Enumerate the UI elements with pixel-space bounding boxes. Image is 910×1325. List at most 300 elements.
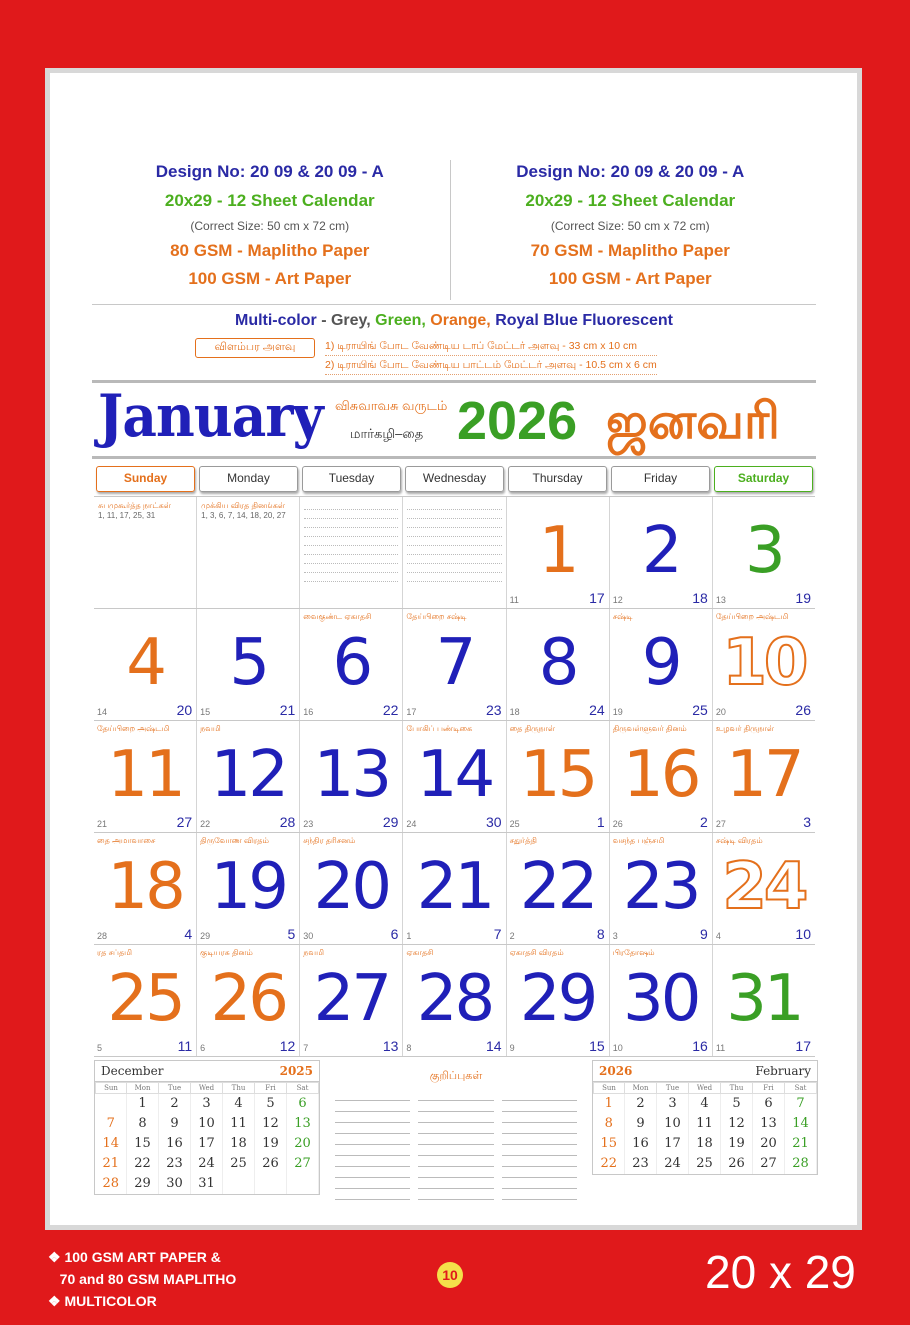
day-cell[interactable]: [403, 497, 506, 608]
info-panel: [197, 497, 299, 525]
info-panel: [94, 497, 196, 525]
secondary-date: 16: [692, 1038, 708, 1054]
tamil-date: 8: [406, 1043, 412, 1053]
day-number: 19: [210, 850, 286, 924]
day-number: 21: [416, 850, 493, 924]
mini-weekday-row: [96, 1083, 319, 1094]
mini-weekday: Wed: [689, 1083, 721, 1094]
mini-day: 11: [223, 1114, 255, 1134]
day-number: 13: [313, 738, 390, 812]
correct-size: (Correct Size: 50 cm x 72 cm): [550, 219, 710, 233]
notes-line: [502, 1156, 577, 1167]
paper-spec-2: 100 GSM - Art Paper: [548, 269, 712, 288]
day-cell[interactable]: [403, 833, 506, 944]
day-number: 24: [722, 850, 806, 924]
mini-day: 18: [689, 1134, 721, 1154]
day-note: உழவர் திருநாள்: [715, 724, 775, 733]
mini-day: 26: [255, 1154, 287, 1174]
year-title: 2026: [457, 391, 578, 451]
mini-week-row: [96, 1134, 319, 1154]
day-note: திருவள்ளுவர் தினம்: [612, 724, 687, 733]
tamil-date: 11: [509, 595, 519, 605]
tamil-date: 27: [715, 819, 726, 829]
day-cell[interactable]: [610, 833, 713, 944]
week-row: [94, 833, 815, 945]
notes-line: [335, 1134, 410, 1145]
mini-weekday: Wed: [191, 1083, 223, 1094]
multicolor-blue: Royal Blue Fluorescent: [495, 312, 674, 329]
secondary-date: 27: [176, 814, 193, 830]
mini-year: 2025: [279, 1064, 313, 1078]
secondary-date: 8: [596, 926, 605, 942]
day-cell[interactable]: [610, 497, 713, 608]
design-number: Design No: 20 09 & 20 09 - A: [516, 162, 745, 181]
day-number: 28: [416, 962, 493, 1036]
secondary-date: 28: [279, 814, 296, 830]
mini-weekday: Tue: [159, 1083, 191, 1094]
day-note: தேய்பிறை அஷ்டமி: [715, 612, 789, 621]
day-number: 11: [107, 738, 183, 812]
day-number: 12: [210, 738, 286, 812]
mini-weekday: Mon: [625, 1083, 657, 1094]
secondary-date: 23: [485, 702, 502, 718]
mini-day: 4: [689, 1094, 721, 1114]
mini-day: 22: [127, 1154, 159, 1174]
secondary-date: 20: [176, 702, 193, 718]
info-line: [304, 528, 398, 537]
mini-week-row: [594, 1094, 817, 1114]
tamil-date: 13: [715, 595, 726, 605]
mini-day: 30: [159, 1174, 191, 1194]
day-cell[interactable]: [713, 721, 815, 832]
day-cell[interactable]: [300, 721, 403, 832]
secondary-date: 24: [589, 702, 605, 718]
notes-line: [418, 1189, 493, 1200]
mini-day: 25: [223, 1154, 255, 1174]
mini-day: 23: [625, 1154, 657, 1174]
mini-month: February: [755, 1064, 811, 1078]
day-number: 22: [519, 850, 596, 924]
mini-day: 6: [286, 1094, 318, 1114]
mini-weekday: Sun: [594, 1083, 625, 1094]
day-number: 1: [538, 514, 577, 588]
day-note: பிரதோஷம்: [612, 948, 655, 957]
day-cell[interactable]: [94, 609, 197, 720]
mini-day: 17: [191, 1134, 223, 1154]
notes-line: [418, 1134, 493, 1145]
footer-features: [48, 1246, 236, 1312]
multicolor-orange: Orange,: [430, 312, 496, 329]
day-number: 9: [641, 626, 680, 700]
day-cell[interactable]: [713, 497, 815, 608]
secondary-date: 21: [279, 702, 296, 718]
day-cell[interactable]: [197, 609, 300, 720]
day-cell[interactable]: [94, 833, 197, 944]
mini-day: 20: [286, 1134, 318, 1154]
mini-day: 13: [286, 1114, 318, 1134]
info-line: [407, 528, 501, 537]
mini-day: 2: [625, 1094, 657, 1114]
weeks: [94, 496, 815, 1057]
info-line: [304, 510, 398, 519]
week-row: [94, 497, 815, 609]
month-title-tamil: ஜனவரி: [606, 393, 781, 449]
multicolor-line: [92, 312, 816, 330]
day-note: போகிப் பண்டிகை: [406, 724, 473, 733]
mini-day: 11: [689, 1114, 721, 1134]
notes-line: [502, 1123, 577, 1134]
tamil-date: 14: [97, 707, 108, 717]
mini-calendar-table: [95, 1082, 319, 1194]
mini-day: [223, 1174, 255, 1194]
notes-line: [502, 1189, 577, 1200]
mini-day: 24: [657, 1154, 689, 1174]
tamil-year: விசுவாவசு வருடம்: [335, 398, 448, 413]
mini-day: [96, 1094, 127, 1114]
day-cell[interactable]: [300, 497, 403, 608]
mini-day: 20: [753, 1134, 785, 1154]
day-cell[interactable]: [507, 497, 610, 608]
day-number: 8: [538, 626, 577, 700]
day-number: 25: [107, 962, 183, 1036]
info-line: [407, 501, 501, 510]
day-cell[interactable]: [610, 721, 713, 832]
mini-day: 1: [127, 1094, 159, 1114]
secondary-date: 26: [795, 702, 811, 718]
weekday-monday: Monday: [199, 466, 298, 492]
mini-calendar-header: [95, 1061, 319, 1082]
day-number: 20: [313, 850, 390, 924]
day-note: நவமி: [200, 724, 221, 733]
tamil-date: 12: [612, 595, 623, 605]
day-note: ஏகாதசி: [406, 948, 434, 957]
notes-area: [335, 1070, 577, 1200]
notes-line: [335, 1112, 410, 1123]
weekday-thursday: Thursday: [508, 466, 607, 492]
mini-day: 28: [784, 1154, 816, 1174]
notes-line: [418, 1156, 493, 1167]
footer-line-2: 70 and 80 GSM MAPLITHO: [48, 1271, 237, 1287]
notes-line: [335, 1145, 410, 1156]
info-line: [407, 573, 501, 582]
mini-day: 9: [159, 1114, 191, 1134]
weekday-saturday: Saturday: [714, 466, 813, 492]
tamil-date: 10: [612, 1043, 623, 1053]
secondary-date: 19: [795, 590, 811, 606]
week-row: [94, 609, 815, 721]
notes-line: [418, 1090, 493, 1101]
mini-day: 25: [689, 1154, 721, 1174]
calendar-grid: [94, 466, 815, 1057]
tamil-date: 20: [715, 707, 726, 717]
ad-size-label: விளம்பர அளவு: [195, 338, 315, 358]
tamil-date: 2: [509, 931, 515, 941]
day-cell[interactable]: [507, 609, 610, 720]
paper-spec-1: 70 GSM - Maplitho Paper: [530, 241, 730, 260]
mini-day: 5: [255, 1094, 287, 1114]
mini-day: 8: [127, 1114, 159, 1134]
mini-day: 24: [191, 1154, 223, 1174]
tamil-date: 11: [715, 1043, 726, 1053]
day-number: 15: [519, 738, 596, 812]
ad-size-line-2: 2) டிராயிங் போட வேண்டிய பாட்டம் மேட்டர் அளவு - 10.5 cm x 6 cm: [325, 356, 657, 375]
weekday-wednesday: Wednesday: [405, 466, 504, 492]
day-note: சதுர்த்தி: [509, 836, 537, 845]
day-number: 26: [210, 962, 286, 1036]
day-cell[interactable]: [403, 945, 506, 1056]
secondary-date: 9: [700, 926, 708, 942]
mini-week-row: [96, 1174, 319, 1194]
day-cell[interactable]: [713, 945, 815, 1056]
day-number: 29: [519, 962, 596, 1036]
weekday-tuesday: Tuesday: [302, 466, 401, 492]
mini-week-row: [594, 1154, 817, 1174]
mini-day: 16: [159, 1134, 191, 1154]
mini-day: 13: [753, 1114, 785, 1134]
info-line: [407, 510, 501, 519]
mini-week-row: [594, 1134, 817, 1154]
info-line: [407, 537, 501, 546]
spec-column-right: [450, 160, 811, 300]
month-title-english: January: [98, 382, 323, 450]
notes-line: [418, 1145, 493, 1156]
footer-size: 20 x 29: [705, 1246, 856, 1298]
tamil-months: மார்கழி–தை: [350, 426, 424, 441]
notes-column: [418, 1090, 493, 1200]
day-cell[interactable]: [610, 609, 713, 720]
info-line: [304, 555, 398, 564]
secondary-date: 18: [692, 590, 708, 606]
mini-weekday: Thu: [721, 1083, 753, 1094]
notes-line: [502, 1145, 577, 1156]
notes-title: குறிப்புகள்: [429, 1070, 483, 1082]
day-note: வசந்த பஞ்சமி: [612, 836, 665, 845]
info-dates: 1, 3, 6, 7, 14, 18, 20, 27: [201, 511, 286, 520]
day-number: 18: [107, 850, 183, 924]
notes-line: [335, 1090, 410, 1101]
correct-size: (Correct Size: 50 cm x 72 cm): [190, 219, 350, 233]
weekday-friday: Friday: [611, 466, 710, 492]
day-cell[interactable]: [197, 721, 300, 832]
mini-day: 23: [159, 1154, 191, 1174]
weekday-header: [94, 466, 815, 492]
secondary-date: 29: [382, 814, 399, 830]
mini-month: December: [101, 1064, 164, 1078]
info-line: [304, 537, 398, 546]
multicolor-prefix: Multi-color: [234, 312, 317, 329]
design-number: Design No: 20 09 & 20 09 - A: [155, 162, 384, 181]
day-cell[interactable]: [94, 497, 197, 608]
info-line: [407, 519, 501, 528]
tamil-date: 25: [509, 819, 520, 829]
spec-column-left: [90, 160, 450, 300]
mini-day: 7: [784, 1094, 816, 1114]
tamil-date: 19: [612, 707, 623, 717]
secondary-date: 13: [382, 1038, 399, 1054]
mini-day: 19: [255, 1134, 287, 1154]
day-number: 23: [623, 850, 699, 924]
mini-weekday: Fri: [753, 1083, 785, 1094]
secondary-date: 3: [803, 814, 811, 830]
info-line: [304, 564, 398, 573]
tamil-date: 17: [406, 707, 417, 717]
day-note: குடியரசு தினம்: [200, 948, 253, 957]
mini-day: [286, 1174, 318, 1194]
day-cell[interactable]: [197, 833, 300, 944]
mini-week-row: [96, 1094, 319, 1114]
mini-weekday: Sat: [784, 1083, 816, 1094]
day-number: 4: [126, 626, 164, 700]
day-cell[interactable]: [197, 497, 300, 608]
mini-day: 10: [657, 1114, 689, 1134]
mini-week-row: [594, 1114, 817, 1134]
secondary-date: 10: [795, 926, 811, 942]
day-cell[interactable]: [300, 833, 403, 944]
mini-day: 10: [191, 1114, 223, 1134]
mini-day: 29: [127, 1174, 159, 1194]
mini-day: 12: [721, 1114, 753, 1134]
day-cell[interactable]: [300, 609, 403, 720]
secondary-date: 7: [493, 926, 502, 942]
day-cell[interactable]: [610, 945, 713, 1056]
mini-weekday: Sat: [286, 1083, 318, 1094]
secondary-date: 4: [184, 926, 193, 942]
notes-line: [502, 1167, 577, 1178]
day-cell[interactable]: [94, 945, 197, 1056]
day-note: தேய்பிறை சஷ்டி: [406, 612, 467, 621]
mini-day: 4: [223, 1094, 255, 1114]
day-cell[interactable]: [507, 833, 610, 944]
day-number: 27: [313, 962, 390, 1036]
multicolor-grey: - Grey,: [316, 312, 376, 329]
mini-day: 21: [96, 1154, 127, 1174]
mini-day: 19: [721, 1134, 753, 1154]
notes-line: [335, 1167, 410, 1178]
mini-week-row: [96, 1114, 319, 1134]
day-cell[interactable]: [403, 721, 506, 832]
mini-day: 14: [784, 1114, 816, 1134]
notes-line: [418, 1123, 493, 1134]
week-row: [94, 945, 815, 1057]
paper-spec-2: 100 GSM - Art Paper: [188, 269, 352, 288]
secondary-date: 30: [485, 814, 502, 830]
day-cell[interactable]: [197, 945, 300, 1056]
mini-day: 27: [753, 1154, 785, 1174]
day-cell[interactable]: [507, 945, 610, 1056]
mini-day: 8: [594, 1114, 625, 1134]
mini-day: 22: [594, 1154, 625, 1174]
notes-lines: [335, 1090, 577, 1200]
mini-day: 17: [657, 1134, 689, 1154]
secondary-date: 25: [692, 702, 708, 718]
secondary-date: 5: [287, 926, 296, 942]
mini-day: 3: [657, 1094, 689, 1114]
tamil-date: 1: [406, 931, 412, 941]
mini-day: 9: [625, 1114, 657, 1134]
day-number: 30: [623, 962, 699, 1036]
info-line: [407, 555, 501, 564]
mini-day: 15: [594, 1134, 625, 1154]
calendar-size: 20x29 - 12 Sheet Calendar: [525, 191, 736, 210]
notes-line: [335, 1189, 410, 1200]
notes-line: [418, 1167, 493, 1178]
day-note: சஷ்டி விரதம்: [715, 836, 763, 845]
weekday-sunday: Sunday: [96, 466, 195, 492]
mini-day: 1: [594, 1094, 625, 1114]
spec-header: [90, 160, 810, 300]
mini-day: 27: [286, 1154, 318, 1174]
notes-line: [502, 1101, 577, 1112]
secondary-date: 12: [279, 1038, 296, 1054]
page-number-badge: 10: [437, 1262, 463, 1288]
info-lines: [304, 501, 398, 582]
notes-line: [502, 1090, 577, 1101]
notes-line: [335, 1178, 410, 1189]
secondary-date: 22: [382, 702, 399, 718]
day-cell[interactable]: [300, 945, 403, 1056]
notes-line: [502, 1178, 577, 1189]
day-number: 2: [641, 514, 680, 588]
mini-day: 31: [191, 1174, 223, 1194]
day-number: 7: [435, 626, 474, 700]
mini-day: 15: [127, 1134, 159, 1154]
mini-day: 26: [721, 1154, 753, 1174]
notes-line: [418, 1101, 493, 1112]
tamil-date: 6: [200, 1043, 206, 1053]
day-cell[interactable]: [94, 721, 197, 832]
day-cell[interactable]: [713, 609, 815, 720]
mini-week-row: [96, 1154, 319, 1174]
mini-day: 3: [191, 1094, 223, 1114]
notes-line: [335, 1101, 410, 1112]
day-cell[interactable]: [713, 833, 815, 944]
day-number: 31: [726, 962, 802, 1036]
secondary-date: 14: [485, 1038, 502, 1054]
tamil-date: 30: [303, 931, 314, 941]
day-note: சந்திர தரிசனம்: [303, 836, 356, 845]
notes-line: [335, 1123, 410, 1134]
ad-size-lines: [325, 337, 657, 375]
ad-size-line-1: 1) டிராயிங் போட வேண்டிய டாப் மேட்டர் அளவு - 33 cm x 10 cm: [325, 337, 657, 356]
tamil-date: 26: [612, 819, 623, 829]
tamil-date: 21: [97, 819, 108, 829]
day-note: தை திருநாள்: [509, 724, 556, 733]
day-number: 5: [229, 626, 268, 700]
mini-weekday: Tue: [657, 1083, 689, 1094]
secondary-date: 11: [177, 1038, 193, 1054]
mini-weekday: Sun: [96, 1083, 127, 1094]
day-number: 6: [332, 626, 371, 700]
secondary-date: 15: [589, 1038, 605, 1054]
info-title: முக்கிய விரத தினங்கள்: [201, 501, 286, 510]
mini-weekday: Mon: [127, 1083, 159, 1094]
spec-divider: [92, 304, 816, 305]
mini-year: 2026: [599, 1064, 633, 1078]
month-rule-bottom: [92, 456, 816, 459]
day-cell[interactable]: [403, 609, 506, 720]
info-panel: [300, 497, 402, 586]
secondary-date: 17: [589, 590, 605, 606]
day-cell[interactable]: [507, 721, 610, 832]
info-lines: [407, 501, 501, 582]
day-note: தேய்பிறை அஷ்டமி: [97, 724, 170, 733]
info-line: [407, 564, 501, 573]
tamil-date: 24: [406, 819, 417, 829]
mini-calendar-december: [94, 1060, 320, 1195]
footer-line-3: ❖ MULTICOLOR: [48, 1293, 157, 1309]
notes-line: [502, 1134, 577, 1145]
tamil-date: 22: [200, 819, 211, 829]
